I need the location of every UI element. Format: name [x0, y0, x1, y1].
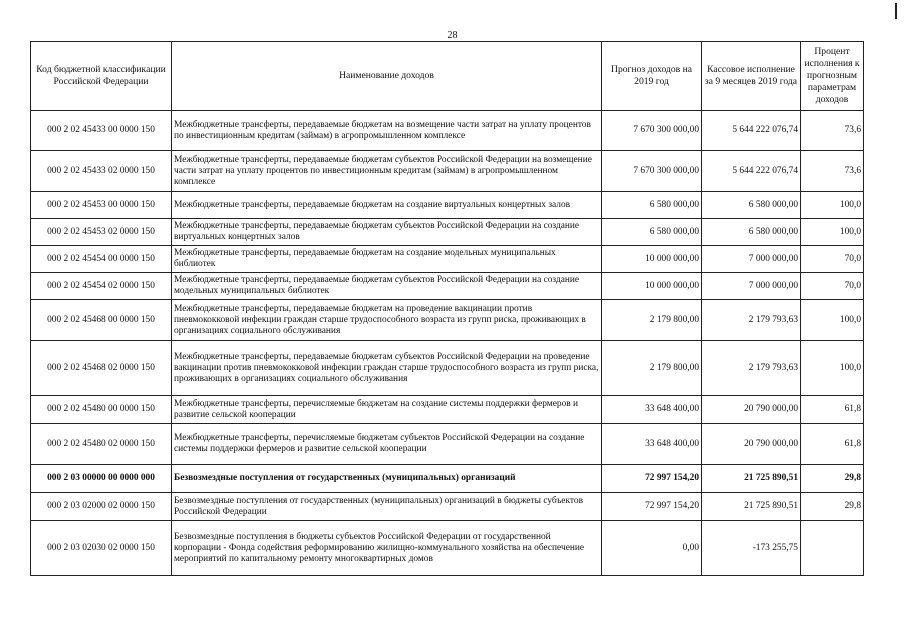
cell-forecast: 2 179 800,00 — [602, 341, 702, 396]
table-row — [31, 246, 864, 273]
cell-forecast: 33 648 400,00 — [602, 396, 702, 424]
header-forecast: Прогноз доходов на 2019 год — [602, 42, 702, 111]
cell-executed: -173 255,75 — [702, 521, 801, 576]
cell-code: 000 2 03 00000 00 0000 000 — [31, 465, 172, 493]
cell-executed: 5 644 222 076,74 — [702, 111, 801, 151]
cell-name: Межбюджетные трансферты, перечисляемые бюджетам субъектов Российской Федерации на создание системы поддержки фермеров и развитие сельской кооперации — [172, 424, 602, 465]
cell-percent — [801, 521, 864, 576]
cell-code: 000 2 02 45454 02 0000 150 — [31, 273, 172, 300]
cell-forecast: 6 580 000,00 — [602, 219, 702, 246]
cell-percent: 100,0 — [801, 219, 864, 246]
cell-executed: 6 580 000,00 — [702, 219, 801, 246]
table-row — [31, 521, 864, 576]
header-percent: Процент исполнения к прогнозным параметрам доходов — [801, 42, 864, 111]
cell-executed: 20 790 000,00 — [702, 424, 801, 465]
cell-code: 000 2 02 45480 02 0000 150 — [31, 424, 172, 465]
scan-edge-mark — [895, 3, 897, 19]
cell-executed: 20 790 000,00 — [702, 396, 801, 424]
header-name: Наименование доходов — [172, 42, 602, 111]
revenue-table — [30, 41, 864, 576]
cell-percent: 100,0 — [801, 192, 864, 219]
cell-percent: 61,8 — [801, 424, 864, 465]
cell-name: Межбюджетные трансферты, передаваемые бюджетам на создание модельных муниципальных библиотек — [172, 246, 602, 273]
table-row — [31, 192, 864, 219]
cell-name: Межбюджетные трансферты, передаваемые бюджетам на создание виртуальных концертных залов — [172, 192, 602, 219]
cell-executed: 5 644 222 076,74 — [702, 151, 801, 192]
table-row — [31, 493, 864, 521]
cell-forecast: 10 000 000,00 — [602, 273, 702, 300]
table-header-row — [31, 42, 864, 111]
cell-name: Безвозмездные поступления в бюджеты субъектов Российской Федерации от государственной корпорации - Фонда содействия реформированию жилищно-коммунального хозяйства на обеспечение мероприятий по капитальному ремонту многоквартирных домов — [172, 521, 602, 576]
cell-forecast: 2 179 800,00 — [602, 300, 702, 341]
cell-name: Межбюджетные трансферты, передаваемые бюджетам субъектов Российской Федерации на создание модельных муниципальных библиотек — [172, 273, 602, 300]
cell-executed: 7 000 000,00 — [702, 246, 801, 273]
cell-executed: 2 179 793,63 — [702, 300, 801, 341]
cell-code: 000 2 02 45433 02 0000 150 — [31, 151, 172, 192]
cell-code: 000 2 02 45468 00 0000 150 — [31, 300, 172, 341]
cell-name: Безвозмездные поступления от государственных (муниципальных) организаций в бюджеты субъектов Российской Федерации — [172, 493, 602, 521]
cell-forecast: 72 997 154,20 — [602, 465, 702, 493]
cell-percent: 73,6 — [801, 111, 864, 151]
cell-forecast: 7 670 300 000,00 — [602, 111, 702, 151]
table-row — [31, 341, 864, 396]
cell-percent: 70,0 — [801, 273, 864, 300]
cell-name: Безвозмездные поступления от государственных (муниципальных) организаций — [172, 465, 602, 493]
table-row — [31, 396, 864, 424]
cell-executed: 21 725 890,51 — [702, 465, 801, 493]
cell-forecast: 10 000 000,00 — [602, 246, 702, 273]
cell-percent: 100,0 — [801, 300, 864, 341]
cell-code: 000 2 02 45468 02 0000 150 — [31, 341, 172, 396]
page-number: 28 — [447, 30, 458, 41]
cell-code: 000 2 02 45453 02 0000 150 — [31, 219, 172, 246]
cell-name: Межбюджетные трансферты, перечисляемые бюджетам на создание системы поддержки фермеров и развитие сельской кооперации — [172, 396, 602, 424]
cell-executed: 21 725 890,51 — [702, 493, 801, 521]
cell-percent: 61,8 — [801, 396, 864, 424]
cell-executed: 2 179 793,63 — [702, 341, 801, 396]
cell-code: 000 2 03 02000 02 0000 150 — [31, 493, 172, 521]
cell-percent: 73,6 — [801, 151, 864, 192]
table-row — [31, 273, 864, 300]
table-row — [31, 151, 864, 192]
cell-executed: 7 000 000,00 — [702, 273, 801, 300]
table-row — [31, 300, 864, 341]
cell-forecast: 33 648 400,00 — [602, 424, 702, 465]
cell-forecast: 6 580 000,00 — [602, 192, 702, 219]
cell-name: Межбюджетные трансферты, передаваемые бюджетам на возмещение части затрат на уплату процентов по инвестиционным кредитам (займам) в агропромышленном комплексе — [172, 111, 602, 151]
cell-forecast: 7 670 300 000,00 — [602, 151, 702, 192]
cell-percent: 100,0 — [801, 341, 864, 396]
cell-name: Межбюджетные трансферты, передаваемые бюджетам субъектов Российской Федерации на проведение вакцинации против пневмококковой инфекции граждан старше трудоспособного возраста из групп риска, проживающих в организациях социального обслуживания — [172, 341, 602, 396]
cell-code: 000 2 02 45454 00 0000 150 — [31, 246, 172, 273]
cell-executed: 6 580 000,00 — [702, 192, 801, 219]
cell-percent: 70,0 — [801, 246, 864, 273]
cell-percent: 29,8 — [801, 493, 864, 521]
cell-code: 000 2 03 02030 02 0000 150 — [31, 521, 172, 576]
table-row — [31, 111, 864, 151]
cell-name: Межбюджетные трансферты, передаваемые бюджетам субъектов Российской Федерации на возмещение части затрат на уплату процентов по инвестиционным кредитам (займам) в агропромышленном комплексе — [172, 151, 602, 192]
cell-forecast: 72 997 154,20 — [602, 493, 702, 521]
cell-code: 000 2 02 45480 00 0000 150 — [31, 396, 172, 424]
table-row — [31, 424, 864, 465]
table-row-total — [31, 465, 864, 493]
table-row — [31, 219, 864, 246]
header-code: Код бюджетной классификации Российской Федерации — [31, 42, 172, 111]
cell-name: Межбюджетные трансферты, передаваемые бюджетам субъектов Российской Федерации на создание виртуальных концертных залов — [172, 219, 602, 246]
cell-forecast: 0,00 — [602, 521, 702, 576]
header-executed: Кассовое исполнение за 9 месяцев 2019 года — [702, 42, 801, 111]
cell-code: 000 2 02 45433 00 0000 150 — [31, 111, 172, 151]
cell-percent: 29,8 — [801, 465, 864, 493]
cell-name: Межбюджетные трансферты, передаваемые бюджетам на проведение вакцинации против пневмококковой инфекции граждан старше трудоспособного возраста из групп риска, проживающих в организациях социального обслуживания — [172, 300, 602, 341]
cell-code: 000 2 02 45453 00 0000 150 — [31, 192, 172, 219]
